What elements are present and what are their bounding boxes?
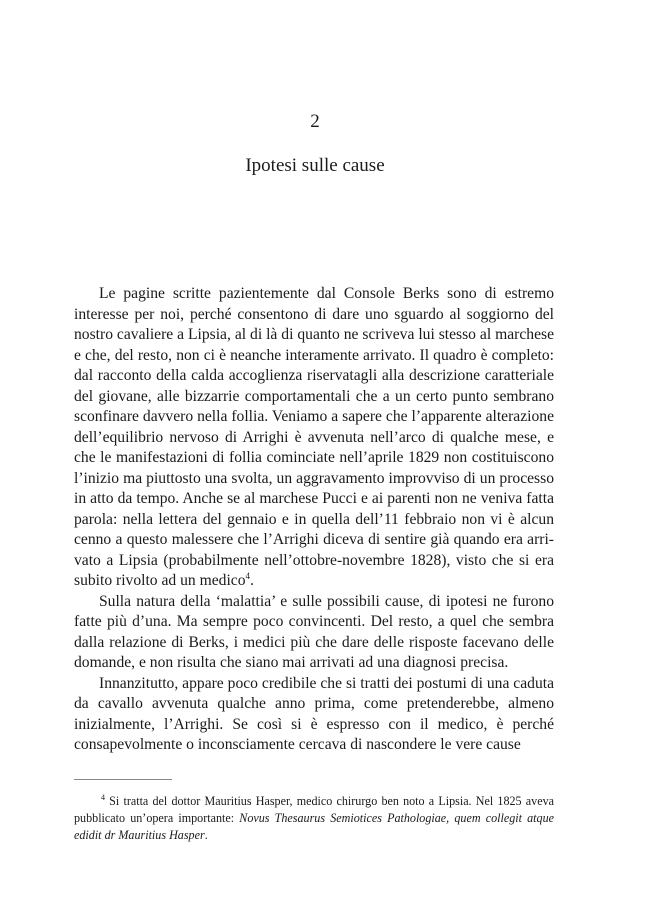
footnote-reference[interactable]: 4 — [245, 570, 251, 581]
paragraph-1-text: Le pagine scritte pazientemente dal Console Berks sono di estremo interesse per noi, perché consentono di dare uno sguardo al soggiorno del nostro cavaliere a Lipsia, al di là di quanto ne scriveva lui stesso al marchese e che, del resto, non ci è neanche interamente arrivato. Il quadro è completo: dal racconto della calda accoglienza riservatagli alla descrizione caratteriale del giovane, alle bizzarrie comportamentali che a un certo punto sembrano sconfinare davvero nella follia. Veniamo a sapere che l’apparente alterazione dell’equilibrio nervoso di Arrighi è avvenuta nell’arco di qualche mese, e che le manifestazioni di follia cominciate nell’aprile 1829 non costituiscono l’inizio ma piuttosto una svolta, un aggravamento improvviso di un processo in atto da tempo. Anche se al marchese Pucci e ai parenti non ne veniva fatta parola: nella lettera del gennaio e in quella dell’11 febbraio non vi è alcun cenno a questo malessere che l’Arrighi diceva di sentire già quando era arrivato a Lipsia (probabilmente nell’ottobre-novembre 1828), visto che si era subito rivolto ad un medico — [74, 285, 554, 589]
paragraph-1-end: . — [250, 572, 254, 589]
footnote-text-end: . — [204, 828, 208, 842]
paragraph-3: Innanzitutto, appare poco credibile che si tratti dei postumi di una caduta da cavallo avvenuta qualche anno prima, come pretenderebbe, almeno inizialmente, l’Arrighi. Se così si è espresso con il medico, è perché consapevolmente o inconsciamente cercava di nascondere le vere cause — [74, 674, 554, 753]
chapter-title: Ipotesi sulle cause — [245, 155, 385, 176]
body-text — [74, 284, 554, 756]
footnote-paragraph — [74, 793, 554, 844]
footnote-book-title: Novus Thesaurus Semiotices Pathologiae, quem collegit atque edidit dr Mauritius Hasper — [74, 811, 554, 842]
footnote — [74, 793, 554, 844]
paragraph-1 — [74, 284, 554, 592]
footnote-text: Si tratta del dottor Mauritius Hasper, medico chirurgo ben noto a Lipsia. Nel 1825 aveva pubblicato un’opera importante: — [74, 794, 554, 825]
footnote-number: 4 — [101, 792, 105, 802]
paragraph-2: Sulla natura della ‘malattia’ e sulle possibili cause, di ipotesi ne furono fatte più d’una. Ma sempre poco convincenti. Del resto, a quel che sembra dalla relazione di Berks, i medici più che dare delle risposte facevano delle domande, e non risulta che siano mai arrivati ad una diagnosi precisa. — [74, 592, 554, 671]
footnote-divider — [74, 779, 172, 780]
chapter-number: 2 — [310, 111, 320, 132]
